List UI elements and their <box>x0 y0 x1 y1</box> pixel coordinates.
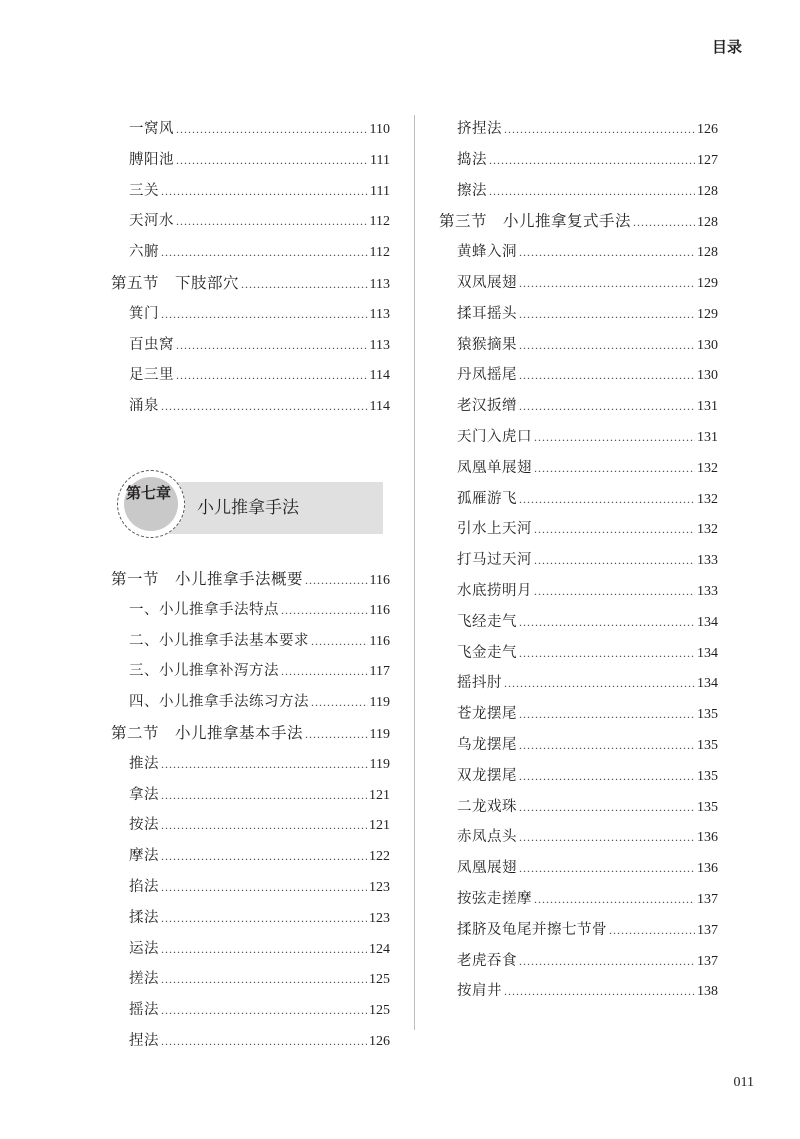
toc-entry-title: 天门入虎口 <box>457 428 532 445</box>
toc-entry-page: 130 <box>697 337 718 353</box>
dot-leader <box>161 780 367 811</box>
dot-leader <box>519 268 695 299</box>
toc-entry-page: 132 <box>697 491 718 507</box>
toc-entry-title: 天河水 <box>129 213 174 230</box>
toc-group-section-2 <box>111 749 390 1057</box>
toc-entry-title: 六腑 <box>129 244 159 261</box>
toc-entry-page: 135 <box>697 768 718 784</box>
toc-entry-page: 126 <box>697 122 718 137</box>
toc-entry-page: 135 <box>697 799 718 815</box>
toc-entry-title: 揉脐及龟尾并擦七节骨 <box>457 921 607 938</box>
toc-entry-page: 119 <box>369 726 390 742</box>
toc-entry[interactable] <box>111 934 390 965</box>
toc-entry-title: 掐法 <box>129 878 159 895</box>
toc-entry-page: 116 <box>369 572 390 588</box>
chapter-heading <box>111 482 390 550</box>
toc-entry[interactable] <box>111 903 390 934</box>
dot-leader <box>519 792 695 823</box>
dot-leader <box>176 206 368 237</box>
toc-entry-title: 挤捏法 <box>457 121 502 137</box>
dot-leader <box>519 761 695 792</box>
toc-entry[interactable] <box>111 964 390 995</box>
dot-leader <box>311 626 368 657</box>
dot-leader <box>161 176 368 207</box>
dot-leader <box>519 730 695 761</box>
dot-leader <box>519 484 695 515</box>
toc-entry-title: 擦法 <box>457 182 487 199</box>
dot-leader <box>161 237 368 268</box>
toc-entry-page: 124 <box>369 941 390 957</box>
toc-entry[interactable] <box>439 822 718 853</box>
toc-entry-title: 一窝风 <box>129 121 174 137</box>
toc-entry-page: 135 <box>697 707 718 723</box>
toc-entry-page: 112 <box>369 214 390 230</box>
toc-entry[interactable] <box>111 237 390 268</box>
toc-section-5 <box>111 268 390 299</box>
toc-entry-page: 132 <box>697 522 718 538</box>
dot-leader <box>519 699 695 730</box>
toc-group-left-top <box>111 114 390 268</box>
toc-entry-title: 摇法 <box>129 1002 159 1019</box>
toc-entry-page: 114 <box>369 368 390 384</box>
toc-entry-title: 拿法 <box>129 786 159 803</box>
toc-entry[interactable] <box>439 761 718 792</box>
toc-entry[interactable] <box>111 687 390 718</box>
toc-entry[interactable] <box>111 1026 390 1057</box>
dot-leader <box>504 114 695 145</box>
toc-entry[interactable] <box>111 114 390 145</box>
toc-entry[interactable] <box>439 453 718 484</box>
running-header: 目录 <box>711 38 742 56</box>
toc-entry-title: 百虫窝 <box>129 336 174 353</box>
toc-entry-page: 113 <box>369 337 390 353</box>
toc-entry-title: 双凤展翅 <box>457 274 517 291</box>
toc-entry[interactable] <box>439 484 718 515</box>
dot-leader <box>161 749 368 780</box>
toc-entry[interactable] <box>439 884 718 915</box>
dot-leader <box>161 964 367 995</box>
toc-entry[interactable] <box>439 176 718 207</box>
toc-entry-title: 飞经走气 <box>457 613 517 630</box>
toc-group-right-top <box>439 114 718 206</box>
toc-entry-page: 131 <box>697 429 718 445</box>
toc-entry-page: 133 <box>697 553 718 569</box>
toc-entry-title: 揉耳摇头 <box>457 305 517 322</box>
dot-leader <box>504 668 695 699</box>
toc-entry[interactable] <box>439 699 718 730</box>
dot-leader <box>176 145 368 176</box>
dot-leader <box>161 810 367 841</box>
dot-leader <box>281 656 368 687</box>
dot-leader <box>281 595 368 626</box>
dot-leader <box>519 853 695 884</box>
dot-leader <box>311 687 368 718</box>
toc-entry-title: 老虎吞食 <box>457 952 517 969</box>
toc-entry[interactable] <box>439 145 718 176</box>
toc-entry-page: 137 <box>697 891 718 907</box>
toc-entry-title: 涌泉 <box>129 398 159 415</box>
toc-entry[interactable] <box>111 780 390 811</box>
toc-section-entry[interactable] <box>439 206 718 237</box>
dot-leader <box>305 565 368 596</box>
toc-entry[interactable] <box>111 995 390 1026</box>
toc-entry-title: 膊阳池 <box>129 151 174 168</box>
toc-entry-page: 111 <box>370 152 390 168</box>
toc-entry[interactable] <box>439 422 718 453</box>
toc-entry-title: 按法 <box>129 817 159 834</box>
toc-entry-title: 第五节 下肢部穴 <box>111 273 240 292</box>
toc-entry-title: 搓法 <box>129 971 159 988</box>
toc-section-entry[interactable] <box>111 268 390 299</box>
toc-entry-page: 133 <box>697 583 718 599</box>
dot-leader <box>519 638 695 669</box>
toc-entry-title: 箕门 <box>129 305 159 322</box>
dot-leader <box>504 976 695 1007</box>
toc-group-section-3 <box>439 237 718 1007</box>
toc-entry-page: 138 <box>697 984 718 1000</box>
dot-leader <box>161 391 368 422</box>
toc-left-column <box>111 114 390 1057</box>
chapter-title: 小儿推拿手法 <box>197 497 299 518</box>
dot-leader <box>176 360 368 391</box>
toc-entry-page: 136 <box>697 861 718 877</box>
toc-entry-page: 135 <box>697 737 718 753</box>
toc-entry-page: 128 <box>697 245 718 261</box>
dot-leader <box>534 576 695 607</box>
toc-entry[interactable] <box>439 853 718 884</box>
toc-entry-page: 129 <box>697 306 718 322</box>
toc-entry-page: 128 <box>697 183 718 199</box>
dot-leader <box>305 719 368 750</box>
toc-entry-title: 飞金走气 <box>457 644 517 661</box>
toc-entry-page: 136 <box>697 830 718 846</box>
toc-entry[interactable] <box>111 330 390 361</box>
toc-entry-page: 137 <box>697 953 718 969</box>
page-number: 011 <box>733 1075 754 1090</box>
dot-leader <box>534 422 695 453</box>
toc-entry-title: 凤凰单展翅 <box>457 459 532 476</box>
toc-entry-title: 摇抖肘 <box>457 675 502 692</box>
toc-entry-title: 水底捞明月 <box>457 582 532 599</box>
toc-entry[interactable] <box>111 656 390 687</box>
toc-entry-title: 老汉扳缯 <box>457 398 517 415</box>
toc-entry[interactable] <box>111 360 390 391</box>
toc-entry-title: 揉法 <box>129 909 159 926</box>
toc-section-entry[interactable] <box>111 564 390 595</box>
toc-entry[interactable] <box>111 391 390 422</box>
toc-entry-title: 三关 <box>129 182 159 199</box>
dot-leader <box>161 934 367 965</box>
toc-entry-title: 足三里 <box>129 367 174 384</box>
toc-entry-page: 134 <box>697 645 718 661</box>
dot-leader <box>534 884 695 915</box>
toc-entry-page: 130 <box>697 368 718 384</box>
toc-entry-title: 四、小儿推拿手法练习方法 <box>129 694 309 711</box>
toc-entry[interactable] <box>111 872 390 903</box>
dot-leader <box>241 269 368 300</box>
toc-entry-title: 捣法 <box>457 151 487 168</box>
toc-entry[interactable] <box>439 668 718 699</box>
toc-section-1 <box>111 564 390 595</box>
toc-entry-page: 134 <box>697 614 718 630</box>
toc-entry-page: 119 <box>369 756 390 772</box>
toc-entry-page: 113 <box>369 276 390 292</box>
toc-entry-title: 三、小儿推拿补泻方法 <box>129 663 279 680</box>
toc-entry-title: 摩法 <box>129 848 159 865</box>
toc-entry-title: 二、小儿推拿手法基本要求 <box>129 632 309 649</box>
toc-entry[interactable] <box>111 206 390 237</box>
dot-leader <box>161 995 367 1026</box>
toc-entry-page: 128 <box>697 215 718 231</box>
dot-leader <box>534 453 695 484</box>
dot-leader <box>519 607 695 638</box>
dot-leader <box>489 145 695 176</box>
dot-leader <box>519 391 695 422</box>
toc-entry-page: 114 <box>369 399 390 415</box>
dot-leader <box>519 237 695 268</box>
toc-entry[interactable] <box>439 237 718 268</box>
toc-entry[interactable] <box>439 607 718 638</box>
toc-entry[interactable] <box>439 976 718 1007</box>
toc-entry[interactable] <box>439 946 718 977</box>
toc-entry-title: 二龙戏珠 <box>457 798 517 815</box>
dot-leader <box>161 299 368 330</box>
toc-entry-title: 孤雁游飞 <box>457 490 517 507</box>
toc-entry-title: 按肩井 <box>457 983 502 1000</box>
toc-entry-page: 113 <box>369 306 390 322</box>
dot-leader <box>161 1026 367 1057</box>
toc-right-column <box>439 114 718 1007</box>
toc-entry-title: 打马过天河 <box>457 552 532 569</box>
toc-section-2 <box>111 718 390 749</box>
chapter-label: 第七章 <box>126 483 172 502</box>
toc-entry-page: 123 <box>369 910 390 926</box>
chapter-badge <box>117 470 185 538</box>
toc-entry[interactable] <box>439 360 718 391</box>
toc-entry-title: 乌龙摆尾 <box>457 736 517 753</box>
toc-entry-page: 132 <box>697 460 718 476</box>
toc-section-entry[interactable] <box>111 718 390 749</box>
toc-entry[interactable] <box>111 749 390 780</box>
toc-entry[interactable] <box>111 176 390 207</box>
dot-leader <box>489 176 695 207</box>
dot-leader <box>519 299 695 330</box>
toc-entry-page: 112 <box>369 245 390 261</box>
toc-group-section-1 <box>111 595 390 718</box>
toc-entry-title: 凤凰展翅 <box>457 860 517 877</box>
toc-entry[interactable] <box>439 792 718 823</box>
toc-entry-title: 引水上天河 <box>457 521 532 538</box>
toc-entry[interactable] <box>439 576 718 607</box>
toc-entry-page: 131 <box>697 399 718 415</box>
toc-entry[interactable] <box>439 330 718 361</box>
toc-entry-page: 119 <box>369 695 390 711</box>
dot-leader <box>519 946 695 977</box>
toc-entry-page: 127 <box>697 152 718 168</box>
dot-leader <box>519 360 695 391</box>
toc-entry-title: 捏法 <box>129 1032 159 1049</box>
toc-entry[interactable] <box>439 545 718 576</box>
dot-leader <box>176 330 368 361</box>
toc-entry-title: 猿猴摘果 <box>457 336 517 353</box>
toc-entry-title: 赤凤点头 <box>457 829 517 846</box>
dot-leader <box>534 545 695 576</box>
toc-entry-title: 双龙摆尾 <box>457 767 517 784</box>
toc-entry-title: 苍龙摆尾 <box>457 706 517 723</box>
toc-entry-title: 黄蜂入洞 <box>457 244 517 261</box>
dot-leader <box>161 903 367 934</box>
toc-entry[interactable] <box>439 730 718 761</box>
toc-entry-page: 125 <box>369 1003 390 1019</box>
dot-leader <box>519 822 695 853</box>
toc-entry[interactable] <box>111 145 390 176</box>
toc-entry-page: 123 <box>369 879 390 895</box>
toc-entry[interactable] <box>439 514 718 545</box>
toc-entry-page: 110 <box>369 122 390 137</box>
toc-entry-page: 126 <box>369 1033 390 1049</box>
toc-entry[interactable] <box>439 299 718 330</box>
dot-leader <box>633 207 695 238</box>
toc-entry-title: 按弦走搓摩 <box>457 890 532 907</box>
dot-leader <box>534 514 695 545</box>
toc-entry-page: 137 <box>697 922 718 938</box>
toc-entry-page: 117 <box>369 664 390 680</box>
toc-entry[interactable] <box>439 114 718 145</box>
toc-entry[interactable] <box>111 841 390 872</box>
toc-entry-page: 116 <box>369 633 390 649</box>
dot-leader <box>161 872 367 903</box>
toc-entry-page: 121 <box>369 818 390 834</box>
dot-leader <box>176 114 368 145</box>
toc-section-3 <box>439 206 718 237</box>
dot-leader <box>161 841 367 872</box>
toc-entry-page: 111 <box>370 183 390 199</box>
toc-entry[interactable] <box>439 268 718 299</box>
toc-group-section-5 <box>111 299 390 422</box>
toc-entry[interactable] <box>439 915 718 946</box>
toc-entry-title: 第一节 小儿推拿手法概要 <box>111 569 304 588</box>
dot-leader <box>519 330 695 361</box>
toc-entry-page: 134 <box>697 676 718 692</box>
toc-entry[interactable] <box>439 638 718 669</box>
dot-leader <box>609 915 695 946</box>
toc-entry[interactable] <box>439 391 718 422</box>
toc-entry-title: 丹凤摇尾 <box>457 367 517 384</box>
toc-entry[interactable] <box>111 810 390 841</box>
toc-entry-page: 121 <box>369 787 390 803</box>
toc-entry-title: 运法 <box>129 940 159 957</box>
toc-entry-title: 第三节 小儿推拿复式手法 <box>439 212 632 231</box>
toc-entry-page: 125 <box>369 972 390 988</box>
column-divider <box>414 115 415 1030</box>
toc-entry-title: 推法 <box>129 755 159 772</box>
toc-entry-title: 一、小儿推拿手法特点 <box>129 601 279 618</box>
toc-entry[interactable] <box>111 299 390 330</box>
toc-entry-title: 第二节 小儿推拿基本手法 <box>111 723 304 742</box>
toc-entry[interactable] <box>111 626 390 657</box>
toc-entry-page: 122 <box>369 849 390 865</box>
toc-entry-page: 116 <box>369 602 390 618</box>
toc-entry-page: 129 <box>697 275 718 291</box>
toc-entry[interactable] <box>111 595 390 626</box>
